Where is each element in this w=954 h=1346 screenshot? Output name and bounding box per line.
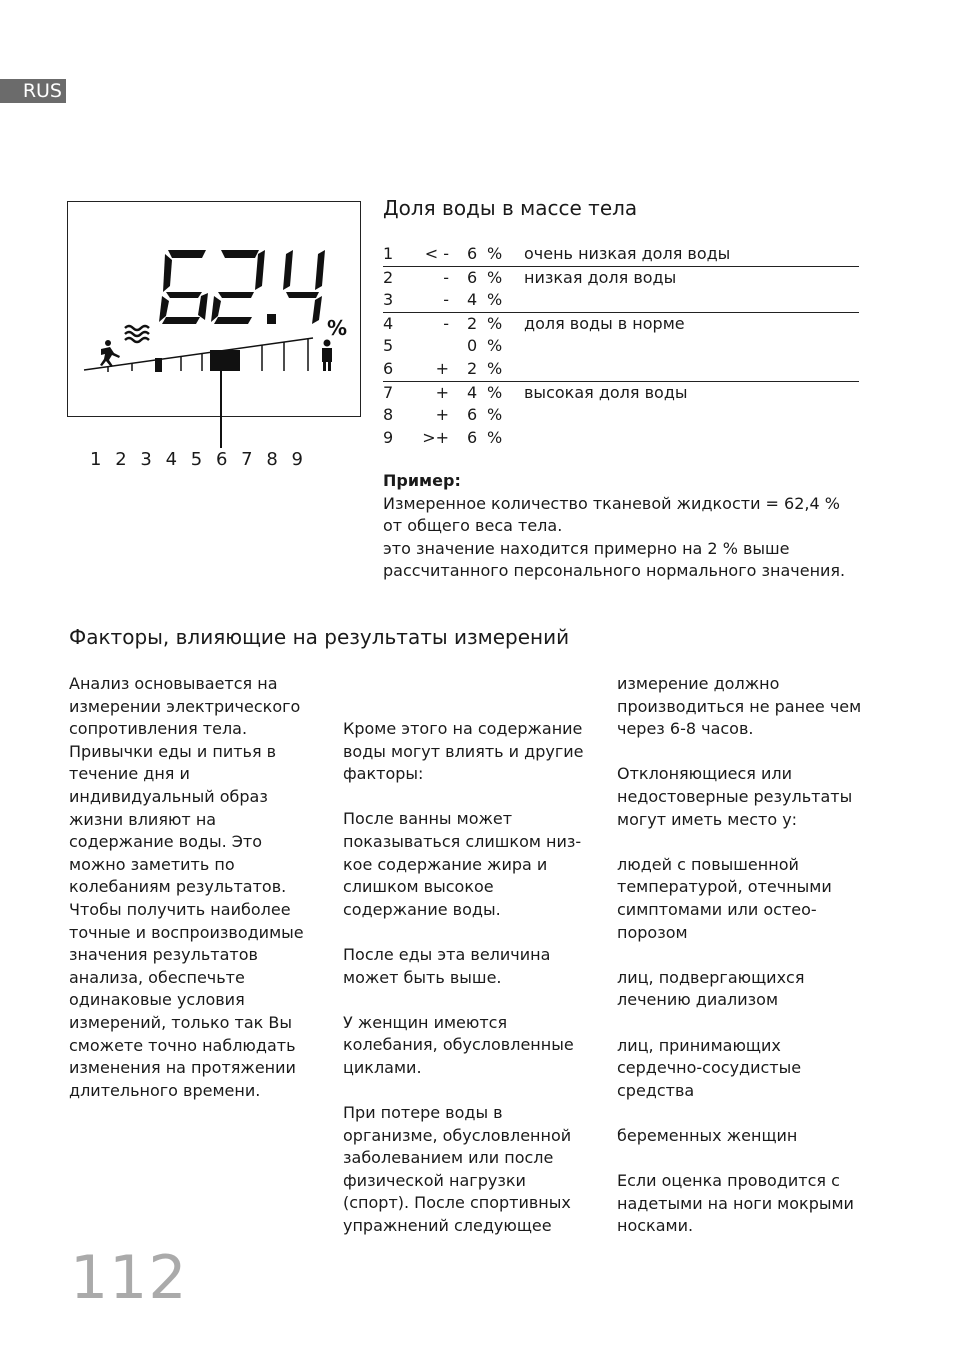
scale-number: 1 xyxy=(90,449,102,470)
scale-numbers xyxy=(90,449,317,470)
example-line: от общего веса тела. xyxy=(383,516,563,536)
scale-number: 2 xyxy=(115,449,127,470)
paragraph: После ванны может показываться слишком низ-кое содержание жира и слишком высокое содержание воды. xyxy=(343,809,582,919)
row-unit: % xyxy=(487,405,503,425)
language-tag: RUS xyxy=(0,79,66,103)
row-operator: + xyxy=(435,405,449,425)
paragraph: Отклоняющиеся или недостоверные результаты могут иметь место у: xyxy=(617,764,853,829)
row-value: 4 xyxy=(467,382,478,402)
row-operator: - xyxy=(443,313,449,333)
row-value: 2 xyxy=(467,313,478,333)
row-unit: % xyxy=(487,244,503,263)
row-description: доля воды в норме xyxy=(524,313,685,333)
factors-section-title: Факторы, влияющие на результаты измерений xyxy=(69,625,570,649)
row-operator: - xyxy=(443,290,449,310)
paragraph: Анализ основывается на измерении электрического сопротивления тела. Привычки еды и питья в течение дня и индивидуальный образ жизни влияют на содержание воды. Это можно заметить по колебаниям результатов. Чтобы получить наиболее точные и воспроизводимые значения результатов анализа, обеспечьте одинаковые условия измерений, только так Вы сможете точно наблюдать изменения на протяжении длительного времени. xyxy=(69,674,304,1100)
table-row xyxy=(383,427,859,450)
row-index: 5 xyxy=(383,336,394,356)
row-index: 8 xyxy=(383,405,394,425)
row-operator: - xyxy=(443,267,449,287)
scale-number: 8 xyxy=(266,449,278,470)
paragraph: людей с повышенной температурой, отечными симптомами или остео-порозом xyxy=(617,854,832,942)
paragraph: Если оценка проводится с надетыми на ноги мокрыми носками. xyxy=(617,1171,854,1236)
table-row xyxy=(383,312,859,336)
scale-number: 3 xyxy=(140,449,152,470)
paragraph: измерение должно производиться не ранее чем через 6-8 часов. xyxy=(617,674,862,739)
row-description: низкая доля воды xyxy=(524,267,677,287)
row-operator: + xyxy=(435,382,449,402)
paragraph: беременных женщин xyxy=(617,1125,798,1145)
paragraph: При потере воды в организме, обусловленной заболеванием или после физической нагрузки (спорт). После спортивных упражнений следующее xyxy=(343,1103,572,1236)
page-number: 112 xyxy=(70,1243,188,1313)
row-index: 3 xyxy=(383,290,394,310)
table-row xyxy=(383,266,859,290)
scale-number: 5 xyxy=(190,449,203,470)
svg-text:%: % xyxy=(327,316,348,340)
row-value: 6 xyxy=(467,267,478,287)
example-block xyxy=(383,470,863,583)
table-row xyxy=(383,289,859,312)
row-index: 2 xyxy=(383,267,394,287)
table-row xyxy=(383,404,859,427)
row-description: очень низкая доля воды xyxy=(524,244,731,263)
row-value: 6 xyxy=(467,244,478,263)
row-value: 4 xyxy=(467,290,478,310)
row-operator: < - xyxy=(424,244,449,263)
water-section-title: Доля воды в массе тела xyxy=(383,196,638,220)
row-unit: % xyxy=(487,313,503,333)
row-unit: % xyxy=(487,382,503,402)
row-value: 2 xyxy=(467,358,478,378)
row-value: 0 xyxy=(467,336,478,356)
scale-number: 7 xyxy=(241,449,253,470)
table-row xyxy=(383,358,859,381)
factors-column-3 xyxy=(617,673,867,1260)
factors-column-2 xyxy=(343,718,588,1260)
row-description: высокая доля воды xyxy=(524,382,688,402)
scale-number: 9 xyxy=(291,449,303,470)
row-value: 6 xyxy=(467,427,478,447)
paragraph: У женщин имеются колебания, обусловленные циклами. xyxy=(343,1012,574,1077)
person-icon xyxy=(322,340,332,372)
example-line: рассчитанного персонального нормального значения. xyxy=(383,561,846,581)
scale-slope-line xyxy=(84,338,313,370)
scale-segments xyxy=(108,339,308,372)
example-line: это значение находится примерно на 2 % выше xyxy=(383,538,790,558)
lcd-reading-digits xyxy=(159,250,325,324)
paragraph: После еды эта величина может быть выше. xyxy=(343,944,551,987)
segment-pointer-line xyxy=(218,370,224,448)
example-line: Измеренное количество тканевой жидкости = 62,4 % xyxy=(383,493,840,513)
water-wave-icon xyxy=(125,326,149,342)
row-index: 7 xyxy=(383,382,394,402)
row-unit: % xyxy=(487,358,503,378)
paragraph: лиц, принимающих сердечно-сосудистые средства xyxy=(617,1035,802,1100)
scale-display-illustration xyxy=(67,201,361,417)
row-unit: % xyxy=(487,290,503,310)
paragraph: лиц, подвергающихся лечению диализом xyxy=(617,967,805,1010)
row-index: 6 xyxy=(383,358,394,378)
scale-number: 6 xyxy=(215,449,228,470)
row-operator: >+ xyxy=(422,427,449,447)
paragraph: Кроме этого на содержание воды могут влиять и другие факторы: xyxy=(343,719,584,784)
example-title: Пример: xyxy=(383,471,461,490)
row-unit: % xyxy=(487,336,503,356)
row-value: 6 xyxy=(467,405,478,425)
table-row xyxy=(383,381,859,405)
table-row xyxy=(383,243,859,266)
row-unit: % xyxy=(487,267,503,287)
scale-number: 4 xyxy=(165,449,178,470)
row-unit: % xyxy=(487,427,503,447)
row-index: 9 xyxy=(383,427,394,447)
athlete-icon xyxy=(100,340,120,367)
row-index: 4 xyxy=(383,313,394,333)
table-row xyxy=(383,335,859,358)
lcd-display-graphic xyxy=(68,202,362,418)
row-index: 1 xyxy=(383,244,394,263)
factors-column-1 xyxy=(69,673,319,1125)
water-ratio-table xyxy=(383,243,859,449)
row-operator: + xyxy=(435,358,449,378)
